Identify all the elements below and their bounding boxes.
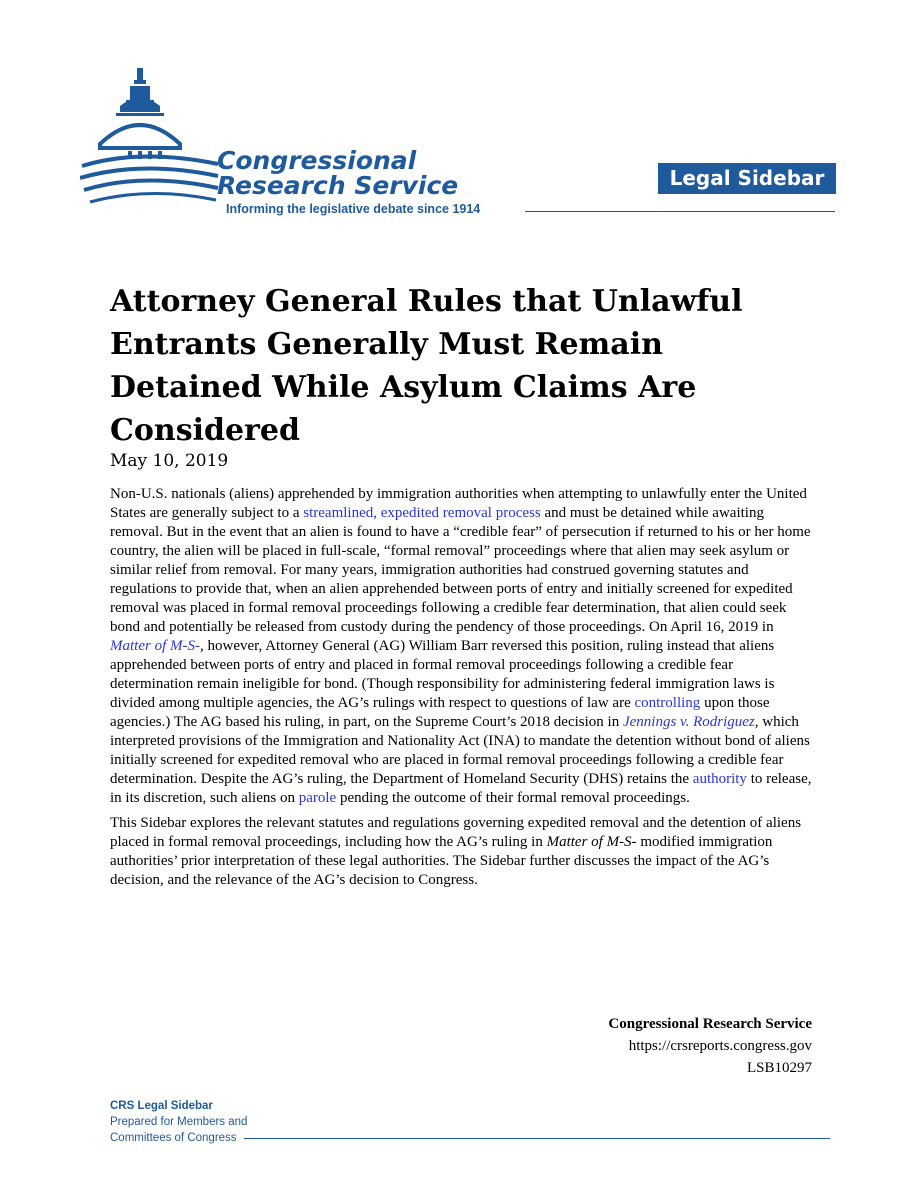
text-run: Non-U.S. nationals (aliens) apprehended by immigration authorities when attempting to unlawfully enter the United States are generally subject to a	[110, 486, 807, 521]
org-name-line2: Research Service	[217, 171, 459, 200]
org-tagline: Informing the legislative debate since 1914	[226, 202, 481, 216]
link-authority[interactable]: authority	[692, 771, 747, 787]
bottom-label	[110, 1098, 247, 1146]
capitol-dome-icon	[80, 66, 220, 226]
publication-date: May 10, 2019	[110, 451, 229, 471]
article-body	[110, 485, 815, 896]
link-matter-of-ms[interactable]: Matter of M-S-	[110, 638, 200, 654]
report-code: LSB10297	[746, 1060, 812, 1076]
link-parole[interactable]: parole	[298, 790, 337, 806]
text-run: and must be detained while awaiting removal. But in the event that an alien is found to have a “credible fear” of persecution if returned to his or her home country, the alien will be placed in full-scale, “formal removal” proceedings where that alien may seek asylum or similar relief from removal. For many years, immigration authorities had construed governing statutes and regulations to provide that, when an alien apprehended between ports of entry and initially screened for expedited removal was placed in formal removal proceedings following a credible fear determination, that alien could seek bond and potentially be released from custody during the pendency of those proceedings. On April 16, 2019 in	[110, 505, 811, 635]
text-run: , however, Attorney General (AG) William Barr reversed this position, ruling instead that aliens apprehended between ports of entry and placed in formal removal proceedings following a credible fear determination remain ineligible for bond. (Though responsibility for administering federal immigration laws is divided among multiple agencies, the AG’s rulings with respect to questions of law are	[110, 638, 775, 711]
text-run: This Sidebar explores the relevant statutes and regulations governing expedited removal and the detention of aliens placed in formal removal proceedings, including how the AG’s ruling in	[110, 815, 802, 850]
paragraph-1	[110, 485, 815, 808]
bottom-line2: Prepared for Members and	[110, 1116, 248, 1128]
header-divider	[525, 211, 835, 212]
paragraph-2	[110, 814, 815, 890]
org-name	[217, 148, 458, 198]
crs-logo	[80, 66, 540, 226]
crs-contact-block	[608, 1013, 812, 1079]
text-run: to release, in its discretion, such aliens on	[110, 771, 812, 806]
link-controlling[interactable]: controlling	[634, 695, 701, 711]
text-run: modified immigration authorities’ prior interpretation of these legal authorities. The Sidebar further discusses the impact of the AG’s decision, and the relevance of the AG’s decision to Congress.	[110, 834, 773, 888]
bottom-line1: CRS Legal Sidebar	[110, 1100, 213, 1112]
text-run: upon those agencies.) The AG based his ruling, in part, on the Supreme Court’s 2018 decision in	[110, 695, 770, 730]
legal-sidebar-badge: Legal Sidebar	[658, 163, 836, 194]
case-name: Matter of M-S-	[546, 834, 637, 850]
footer-org: Congressional Research Service	[608, 1016, 812, 1032]
bottom-line3: Committees of Congress	[110, 1132, 237, 1144]
org-name-line1: Congressional	[217, 146, 417, 175]
link-jennings-v-rodriguez[interactable]: Jennings v. Rodriguez	[622, 714, 755, 730]
text-run: pending the outcome of their formal removal proceedings.	[336, 790, 690, 806]
footer-divider	[244, 1138, 830, 1139]
link-expedited-removal[interactable]: streamlined, expedited removal process	[303, 505, 541, 521]
text-run: , which interpreted provisions of the Immigration and Nationality Act (INA) to mandate the detention without bond of aliens initially screened for expedited removal who are placed in formal removal proceedings following a credible fear determination. Despite the AG’s ruling, the Department of Homeland Security (DHS) retains the	[110, 714, 810, 787]
page-title: Attorney General Rules that Unlawful Entrants Generally Must Remain Detained While Asylum Claims Are Considered	[110, 284, 743, 448]
footer-url[interactable]: https://crsreports.congress.gov	[628, 1038, 812, 1054]
